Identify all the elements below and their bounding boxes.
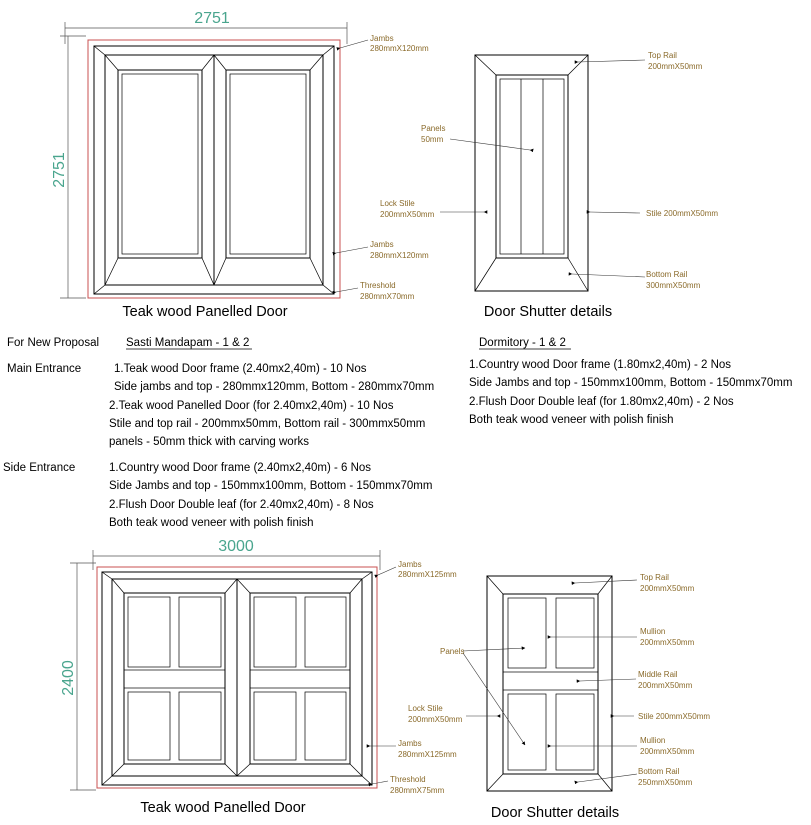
top-door-threshold-label: Threshold bbox=[360, 281, 396, 290]
top-shutter-lock-stile-label: Lock Stile bbox=[380, 199, 415, 208]
svg-text:280mmX70mm: 280mmX70mm bbox=[360, 292, 415, 301]
side-entrance-label: Side Entrance bbox=[3, 462, 76, 474]
bottom-shutter-mullion-1-label: Mullion bbox=[640, 627, 666, 636]
bottom-shutter-middle-rail-label: Middle Rail bbox=[638, 670, 678, 679]
side-line-3: 2.Flush Door Double leaf (for 2.40mx2,40m) - 8 Nos bbox=[109, 499, 374, 511]
bottom-shutter-title: Door Shutter details bbox=[490, 805, 620, 821]
top-panelled-door bbox=[51, 10, 429, 320]
dorm-line-3: 2.Flush Door Double leaf (for 1.80mx2,40m) - 2 Nos bbox=[469, 396, 734, 408]
svg-text:50mm: 50mm bbox=[421, 135, 444, 144]
side-line-4: Both teak wood veneer with polish finish bbox=[109, 517, 314, 529]
bottom-shutter-bottom-rail-label: Bottom Rail bbox=[638, 767, 680, 776]
bottom-shutter-top-rail-label: Top Rail bbox=[640, 573, 669, 582]
bottom-door-width-label: 3000 bbox=[218, 538, 254, 555]
svg-text:200mmX50mm: 200mmX50mm bbox=[638, 681, 693, 690]
main-line-3: 2.Teak wood Panelled Door (for 2.40mx2,40m) - 10 Nos bbox=[109, 400, 394, 412]
bottom-door-side-jambs-label: Jambs bbox=[398, 739, 422, 748]
top-door-height-label: 2751 bbox=[51, 152, 68, 188]
dorm-line-2: Side Jambs and top - 150mmx100mm, Bottom - 150mmx70mm bbox=[469, 377, 793, 389]
top-door-shutter bbox=[380, 51, 718, 320]
svg-text:200mmX50mm: 200mmX50mm bbox=[408, 715, 463, 724]
svg-text:280mmX120mm: 280mmX120mm bbox=[370, 44, 429, 53]
top-door-side-jambs-label: Jambs bbox=[370, 240, 394, 249]
dormitory-heading: Dormitory - 1 & 2 bbox=[479, 337, 566, 349]
dorm-line-1: 1.Country wood Door frame (1.80mx2,40m) - 2 Nos bbox=[469, 359, 732, 371]
for-new-proposal-label: For New Proposal bbox=[7, 337, 100, 349]
top-door-title: Teak wood Panelled Door bbox=[122, 304, 288, 320]
side-line-2: Side Jambs and top - 150mmx100mm, Bottom - 150mmx70mm bbox=[109, 480, 433, 492]
dorm-line-4: Both teak wood veneer with polish finish bbox=[469, 414, 674, 426]
svg-text:280mmX125mm: 280mmX125mm bbox=[398, 570, 457, 579]
bottom-door-title: Teak wood Panelled Door bbox=[140, 800, 306, 816]
top-shutter-top-rail-label: Top Rail bbox=[648, 51, 677, 60]
top-shutter-title: Door Shutter details bbox=[483, 304, 613, 320]
sasti-mandapam-heading: Sasti Mandapam - 1 & 2 bbox=[126, 337, 250, 349]
specification-block bbox=[3, 337, 792, 529]
bottom-panelled-door bbox=[60, 538, 457, 816]
main-entrance-label: Main Entrance bbox=[7, 363, 82, 375]
bottom-door-shutter bbox=[408, 573, 710, 821]
svg-text:280mmX75mm: 280mmX75mm bbox=[390, 786, 445, 795]
bottom-shutter-panels-label: Panels bbox=[440, 647, 465, 656]
main-line-5: panels - 50mm thick with carving works bbox=[109, 436, 310, 448]
top-shutter-bottom-rail-label: Bottom Rail bbox=[646, 270, 688, 279]
top-shutter-stile-label: Stile 200mmX50mm bbox=[646, 209, 719, 218]
bottom-door-height-label: 2400 bbox=[60, 660, 77, 696]
svg-text:280mmX125mm: 280mmX125mm bbox=[398, 750, 457, 759]
svg-text:200mmX50mm: 200mmX50mm bbox=[640, 638, 695, 647]
bottom-shutter-stile-label: Stile 200mmX50mm bbox=[638, 712, 711, 721]
svg-text:200mmX50mm: 200mmX50mm bbox=[640, 584, 695, 593]
svg-text:200mmX50mm: 200mmX50mm bbox=[648, 62, 703, 71]
side-line-1: 1.Country wood Door frame (2.40mx2,40m) - 6 Nos bbox=[109, 462, 372, 474]
svg-text:250mmX50mm: 250mmX50mm bbox=[638, 778, 693, 787]
main-line-4: Stile and top rail - 200mmx50mm, Bottom rail - 300mmx50mm bbox=[109, 418, 426, 430]
svg-text:200mmX50mm: 200mmX50mm bbox=[380, 210, 435, 219]
main-line-1: 1.Teak wood Door frame (2.40mx2,40m) - 10 Nos bbox=[114, 363, 367, 375]
bottom-shutter-lock-stile-label: Lock Stile bbox=[408, 704, 443, 713]
svg-text:200mmX50mm: 200mmX50mm bbox=[640, 747, 695, 756]
bottom-shutter-mullion-2-label: Mullion bbox=[640, 736, 666, 745]
main-line-2: Side jambs and top - 280mmx120mm, Bottom - 280mmx70mm bbox=[114, 381, 435, 393]
top-shutter-panels-label: Panels bbox=[421, 124, 446, 133]
svg-text:280mmX120mm: 280mmX120mm bbox=[370, 251, 429, 260]
top-door-jambs-label: Jambs bbox=[370, 34, 394, 43]
top-door-width-label: 2751 bbox=[194, 10, 230, 27]
bottom-door-jambs-label: Jambs bbox=[398, 560, 422, 569]
svg-text:300mmX50mm: 300mmX50mm bbox=[646, 281, 701, 290]
bottom-door-threshold-label: Threshold bbox=[390, 775, 426, 784]
